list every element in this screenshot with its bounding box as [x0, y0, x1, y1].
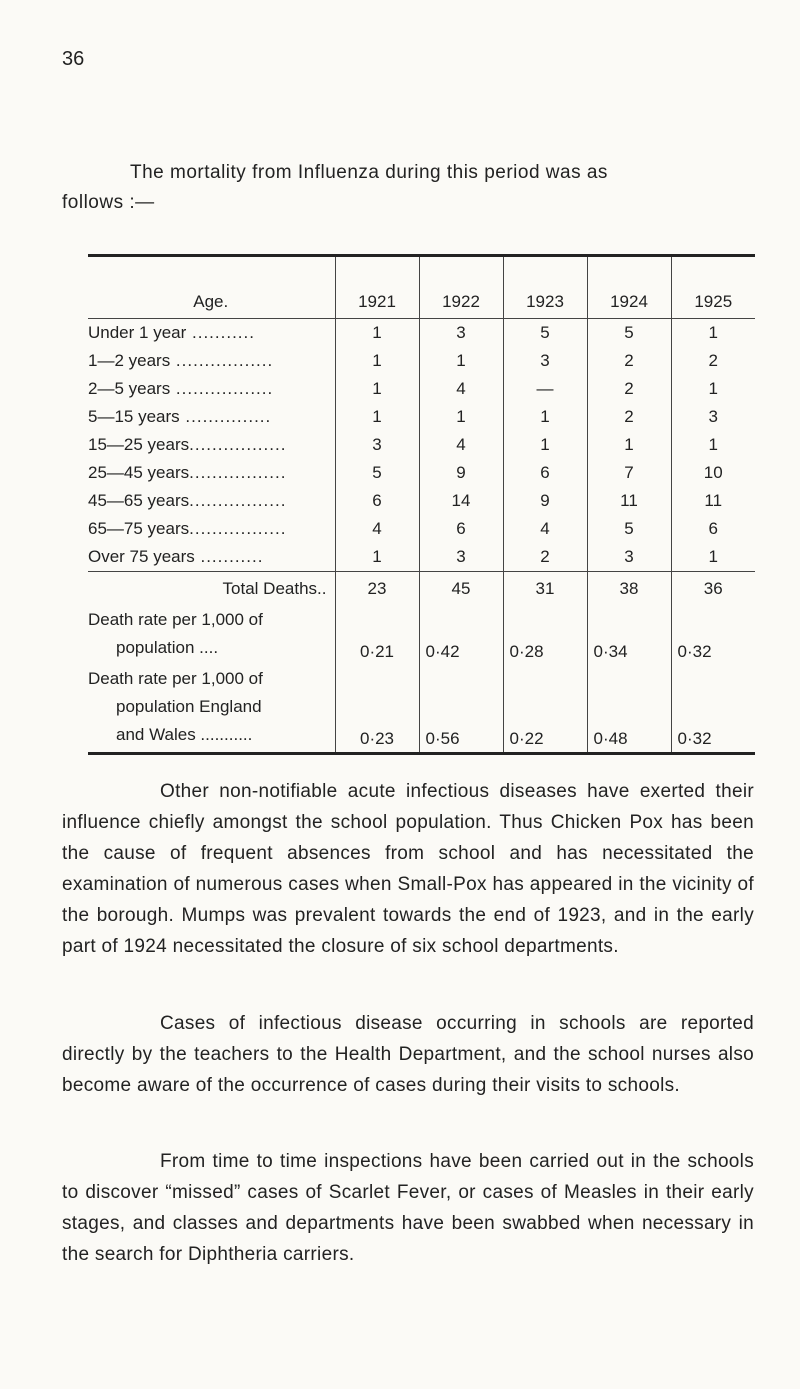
age-row	[88, 319, 755, 348]
age-label: 25—45 years.................	[88, 463, 287, 482]
year-header: 1924	[587, 256, 671, 319]
death-count: 3	[419, 319, 503, 348]
age-label: Over 75 years ...........	[88, 547, 264, 566]
death-count: 3	[587, 543, 671, 572]
death-count: 1	[335, 319, 419, 348]
age-label: 2—5 years .................	[88, 379, 274, 398]
death-count: 1	[335, 375, 419, 403]
total-deaths-row	[88, 572, 755, 607]
influenza-mortality-table	[88, 254, 755, 755]
death-count: 1	[671, 543, 755, 572]
death-count: 4	[335, 515, 419, 543]
year-header: 1921	[335, 256, 419, 319]
intro-line-2: follows :—	[62, 192, 155, 213]
death-count: 1	[335, 543, 419, 572]
death-count: 7	[587, 459, 671, 487]
death-count: 6	[503, 459, 587, 487]
rate-value: 0·21	[335, 606, 419, 665]
age-row	[88, 543, 755, 572]
england-rate-label: Death rate per 1,000 of population England and Wales ...........	[88, 669, 263, 744]
death-count: 3	[671, 403, 755, 431]
rate-value: 0·48	[587, 665, 671, 754]
age-label: 1—2 years .................	[88, 351, 274, 370]
death-count: 14	[419, 487, 503, 515]
rate-value: 0·28	[503, 606, 587, 665]
death-count: 9	[503, 487, 587, 515]
age-row	[88, 431, 755, 459]
year-header: 1925	[671, 256, 755, 319]
death-count: 5	[503, 319, 587, 348]
death-count: 10	[671, 459, 755, 487]
total-value: 38	[587, 572, 671, 607]
rate-value: 0·56	[419, 665, 503, 754]
death-count: 6	[671, 515, 755, 543]
age-row	[88, 487, 755, 515]
age-label: Under 1 year ...........	[88, 323, 255, 342]
age-row	[88, 459, 755, 487]
rate-value: 0·22	[503, 665, 587, 754]
death-count: 11	[587, 487, 671, 515]
death-count: 3	[419, 543, 503, 572]
death-count: 3	[335, 431, 419, 459]
rate-value: 0·32	[671, 665, 755, 754]
intro-text	[62, 158, 752, 218]
year-header: 1922	[419, 256, 503, 319]
death-count: 11	[671, 487, 755, 515]
death-count: 6	[419, 515, 503, 543]
total-value: 23	[335, 572, 419, 607]
paragraph-inspections: From time to time inspections have been carried out in the schools to discover “missed” cases of Scarlet Fever, or cases of Measles in their early stages, and classes and departments have been swabbed when necessary in the search for Diphtheria carriers.	[62, 1151, 754, 1265]
death-count: 2	[587, 347, 671, 375]
death-count: 1	[671, 431, 755, 459]
death-count: 4	[419, 431, 503, 459]
age-column-header: Age.	[88, 256, 335, 319]
death-count: 1	[335, 347, 419, 375]
death-count: 3	[503, 347, 587, 375]
age-label: 45—65 years.................	[88, 491, 287, 510]
total-value: 31	[503, 572, 587, 607]
page-number: 36	[62, 48, 85, 70]
age-label: 15—25 years.................	[88, 435, 287, 454]
death-count: 2	[503, 543, 587, 572]
paragraph-school-reporting: Cases of infectious disease occurring in schools are reported directly by the teachers to the Health Department, and the school nurses also become aware of the occurrence of cases during their visits to schools.	[62, 1013, 754, 1096]
death-count: 6	[335, 487, 419, 515]
death-count: 1	[587, 431, 671, 459]
intro-line-1: The mortality from Influenza during this period was as	[130, 162, 608, 183]
death-count: 5	[587, 515, 671, 543]
england-death-rate-row	[88, 665, 755, 754]
death-count: 1	[671, 319, 755, 348]
year-header: 1923	[503, 256, 587, 319]
local-rate-label: Death rate per 1,000 of population ....	[88, 610, 263, 657]
death-count: 9	[419, 459, 503, 487]
age-row	[88, 515, 755, 543]
age-row	[88, 403, 755, 431]
rate-value: 0·32	[671, 606, 755, 665]
paragraph-non-notifiable: Other non-notifiable acute infectious diseases have exerted their influence chiefly amongst the school population. Thus Chicken Pox has been the cause of frequent absences from school and has necessitated the examination of numerous cases when Small-Pox has appeared in the vicinity of the borough. Mumps was prevalent towards the end of 1923, and in the early part of 1924 necessitated the closure of six school departments.	[62, 781, 754, 957]
rate-value: 0·23	[335, 665, 419, 754]
death-count: 1	[419, 403, 503, 431]
rate-value: 0·42	[419, 606, 503, 665]
death-count: 1	[335, 403, 419, 431]
age-label: 5—15 years ...............	[88, 407, 272, 426]
age-row	[88, 375, 755, 403]
death-count: 2	[587, 403, 671, 431]
death-count: 1	[503, 431, 587, 459]
table-header-row	[88, 256, 755, 319]
death-count: 1	[503, 403, 587, 431]
total-value: 45	[419, 572, 503, 607]
age-label: 65—75 years.................	[88, 519, 287, 538]
total-label: Total Deaths..	[88, 572, 335, 607]
local-death-rate-row	[88, 606, 755, 665]
age-row	[88, 347, 755, 375]
death-count: 2	[587, 375, 671, 403]
death-count: 5	[335, 459, 419, 487]
death-count: 2	[671, 347, 755, 375]
rate-value: 0·34	[587, 606, 671, 665]
death-count: 4	[419, 375, 503, 403]
death-count: —	[503, 375, 587, 403]
death-count: 4	[503, 515, 587, 543]
death-count: 5	[587, 319, 671, 348]
death-count: 1	[671, 375, 755, 403]
death-count: 1	[419, 347, 503, 375]
total-value: 36	[671, 572, 755, 607]
